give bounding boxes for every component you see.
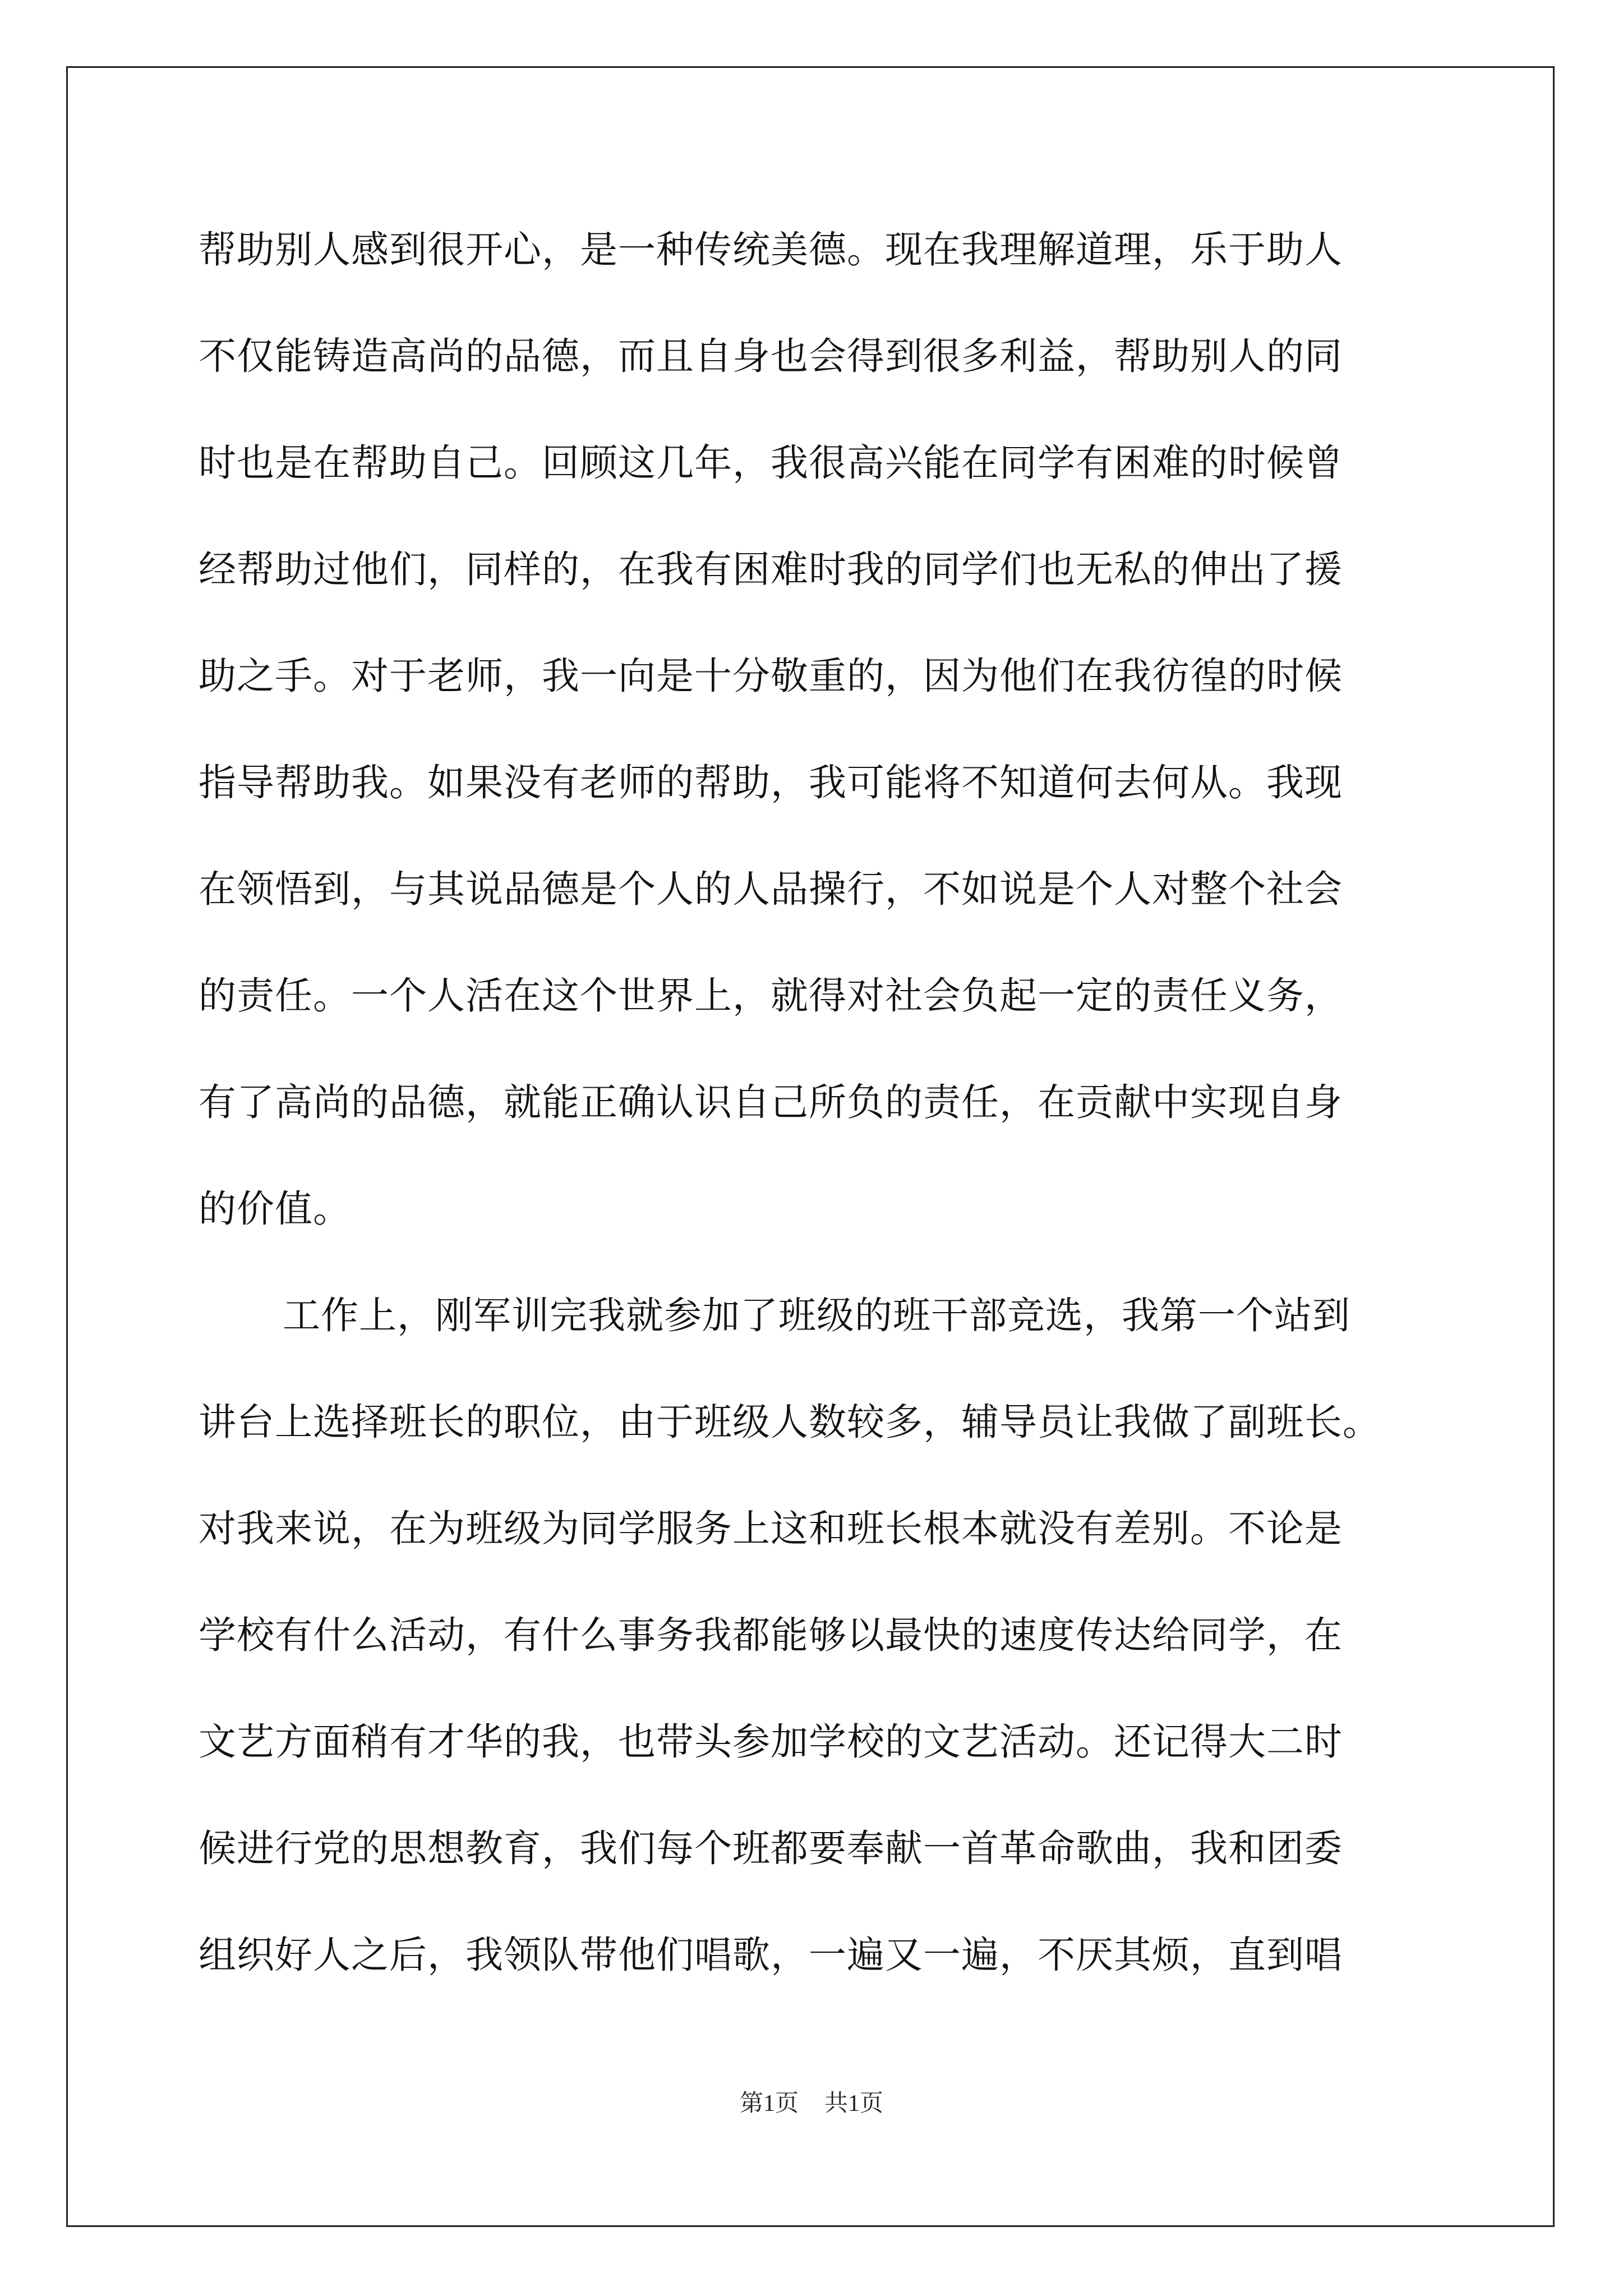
text-line: 的价值。: [199, 1187, 351, 1231]
text-line: 在领悟到，与其说品德是个人的人品操行，不如说是个人对整个社会: [199, 867, 1343, 911]
text-line: 的责任。一个人活在这个世界上，就得对社会负起一定的责任义务，: [199, 974, 1343, 1018]
text-line: 帮助别人感到很开心，是一种传统美德。现在我理解道理，乐于助人: [199, 228, 1343, 272]
text-line: 有了高尚的品德，就能正确认识自己所负的责任，在贡献中实现自身: [199, 1080, 1343, 1124]
text-line: 指导帮助我。如果没有老师的帮助，我可能将不知道何去何从。我现: [199, 761, 1343, 804]
text-line: 时也是在帮助自己。回顾这几年，我很高兴能在同学有困难的时候曾: [199, 441, 1343, 485]
paragraph-start-line: 工作上，刚军训完我就参加了班级的班干部竞选，我第一个站到: [283, 1294, 1350, 1337]
text-line: 助之手。对于老师，我一向是十分敬重的，因为他们在我彷徨的时候: [199, 654, 1343, 698]
page-number-current: 第1页: [739, 2091, 799, 2116]
text-line: 经帮助过他们，同样的，在我有困难时我的同学们也无私的伸出了援: [199, 547, 1343, 591]
text-line: 学校有什么活动，有什么事务我都能够以最快的速度传达给同学，在: [199, 1613, 1343, 1657]
text-line: 文艺方面稍有才华的我，也带头参加学校的文艺活动。还记得大二时: [199, 1720, 1343, 1764]
text-line: 对我来说，在为班级为同学服务上这和班长根本就没有差别。不论是: [199, 1507, 1343, 1550]
page-number-total: 共1页: [824, 2091, 884, 2116]
text-line: 候进行党的思想教育，我们每个班都要奉献一首革命歌曲，我和团委: [199, 1826, 1343, 1870]
document-body: [199, 213, 1432, 2025]
text-line: 组织好人之后，我领队带他们唱歌，一遍又一遍，不厌其烦，直到唱: [199, 1933, 1343, 1977]
text-line: 不仅能铸造高尚的品德，而且自身也会得到很多利益，帮助别人的同: [199, 334, 1343, 378]
text-line: 讲台上选择班长的职位，由于班级人数较多，辅导员让我做了副班长。: [199, 1400, 1381, 1444]
page-footer: [0, 2085, 1623, 2118]
